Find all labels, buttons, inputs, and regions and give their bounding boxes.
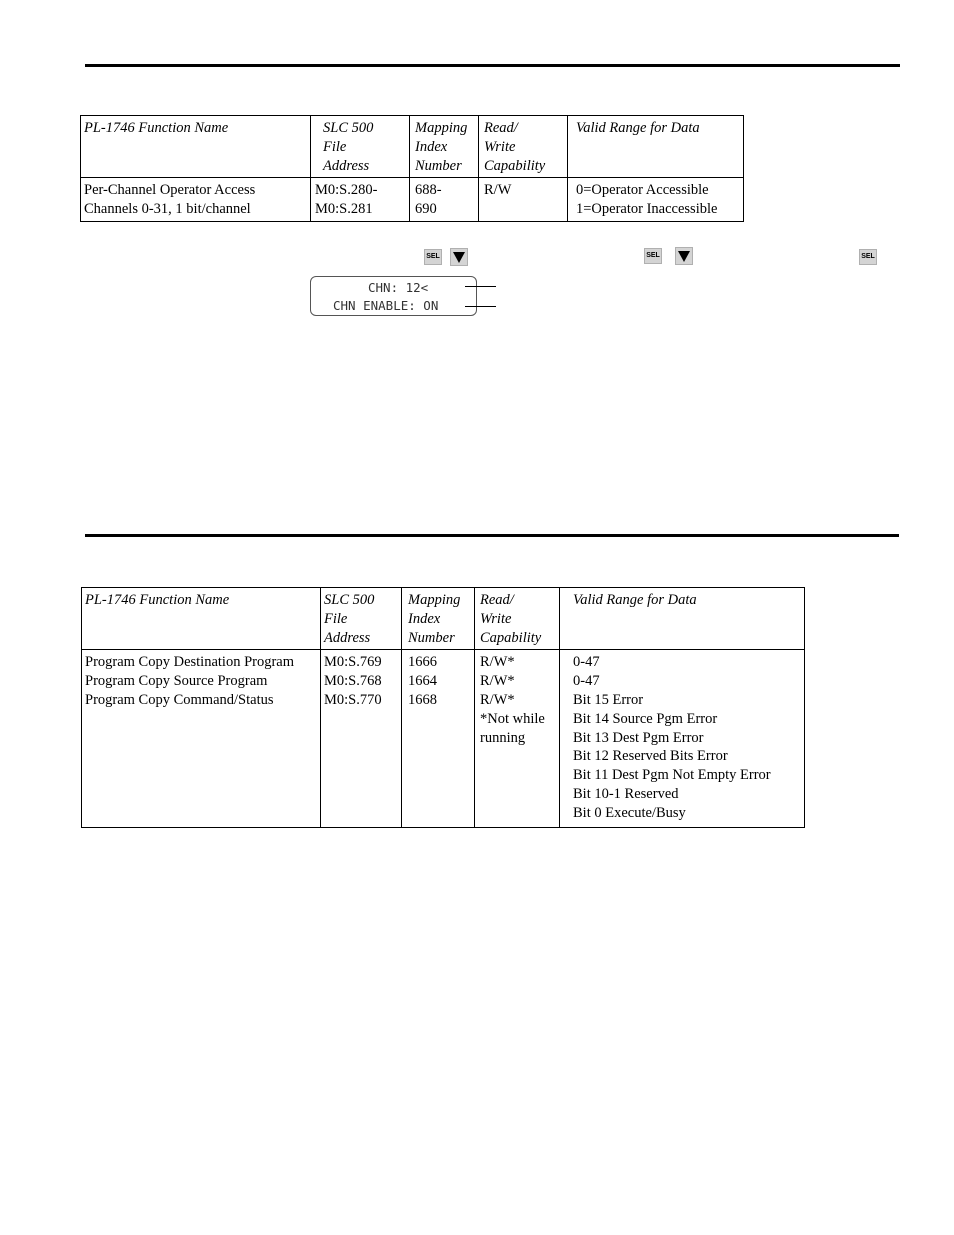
lcd-line-channel: CHN: 12< bbox=[368, 280, 429, 295]
table-header-row bbox=[81, 116, 744, 178]
header-file-address: SLC 500 File Address bbox=[311, 116, 410, 178]
cell-function-name: Per-Channel Operator Access Channels 0-31, 1 bit/channel bbox=[81, 178, 311, 222]
sel-key-icon: SEL bbox=[859, 249, 877, 265]
header-valid-range: Valid Range for Data bbox=[568, 116, 744, 178]
operator-access-table bbox=[80, 115, 744, 222]
table-row bbox=[82, 650, 805, 827]
header-function-name: PL-1746 Function Name bbox=[81, 116, 311, 178]
sel-key-icon: SEL bbox=[644, 248, 662, 264]
table-header-row bbox=[82, 588, 805, 650]
lcd-line-enable: CHN ENABLE: ON bbox=[333, 298, 439, 313]
cell-read-write: R/W* R/W* R/W* *Not while running bbox=[475, 650, 560, 827]
table-row bbox=[81, 178, 744, 222]
cell-valid-range: 0=Operator Accessible 1=Operator Inaccessible bbox=[568, 178, 744, 222]
top-horizontal-rule bbox=[85, 64, 900, 67]
header-read-write: Read/ Write Capability bbox=[475, 588, 560, 650]
header-read-write: Read/ Write Capability bbox=[479, 116, 568, 178]
down-arrow-key-icon bbox=[675, 247, 693, 265]
cell-file-address: M0:S.769 M0:S.768 M0:S.770 bbox=[321, 650, 402, 827]
leader-line bbox=[465, 306, 496, 307]
cell-mapping-index: 1666 1664 1668 bbox=[402, 650, 475, 827]
section-horizontal-rule bbox=[85, 534, 899, 537]
cell-valid-range: 0-47 0-47 Bit 15 Error Bit 14 Source Pgm Error Bit 13 Dest Pgm Error Bit 12 Reserved Bits Error Bit 11 Dest Pgm Not Empty Error Bit 10-1 Reserved Bit 0 Execute/Busy bbox=[560, 650, 805, 827]
program-copy-table bbox=[81, 587, 805, 828]
cell-read-write: R/W bbox=[479, 178, 568, 222]
down-arrow-key-icon bbox=[450, 248, 468, 266]
header-mapping-index: Mapping Index Number bbox=[402, 588, 475, 650]
cell-mapping-index: 688- 690 bbox=[410, 178, 479, 222]
cell-function-name: Program Copy Destination Program Program Copy Source Program Program Copy Command/Status bbox=[82, 650, 321, 827]
header-file-address: SLC 500 File Address bbox=[321, 588, 402, 650]
sel-key-icon: SEL bbox=[424, 249, 442, 265]
header-mapping-index: Mapping Index Number bbox=[410, 116, 479, 178]
header-valid-range: Valid Range for Data bbox=[560, 588, 805, 650]
header-function-name: PL-1746 Function Name bbox=[82, 588, 321, 650]
cell-file-address: M0:S.280- M0:S.281 bbox=[311, 178, 410, 222]
leader-line bbox=[465, 286, 496, 287]
lcd-display bbox=[310, 276, 477, 316]
